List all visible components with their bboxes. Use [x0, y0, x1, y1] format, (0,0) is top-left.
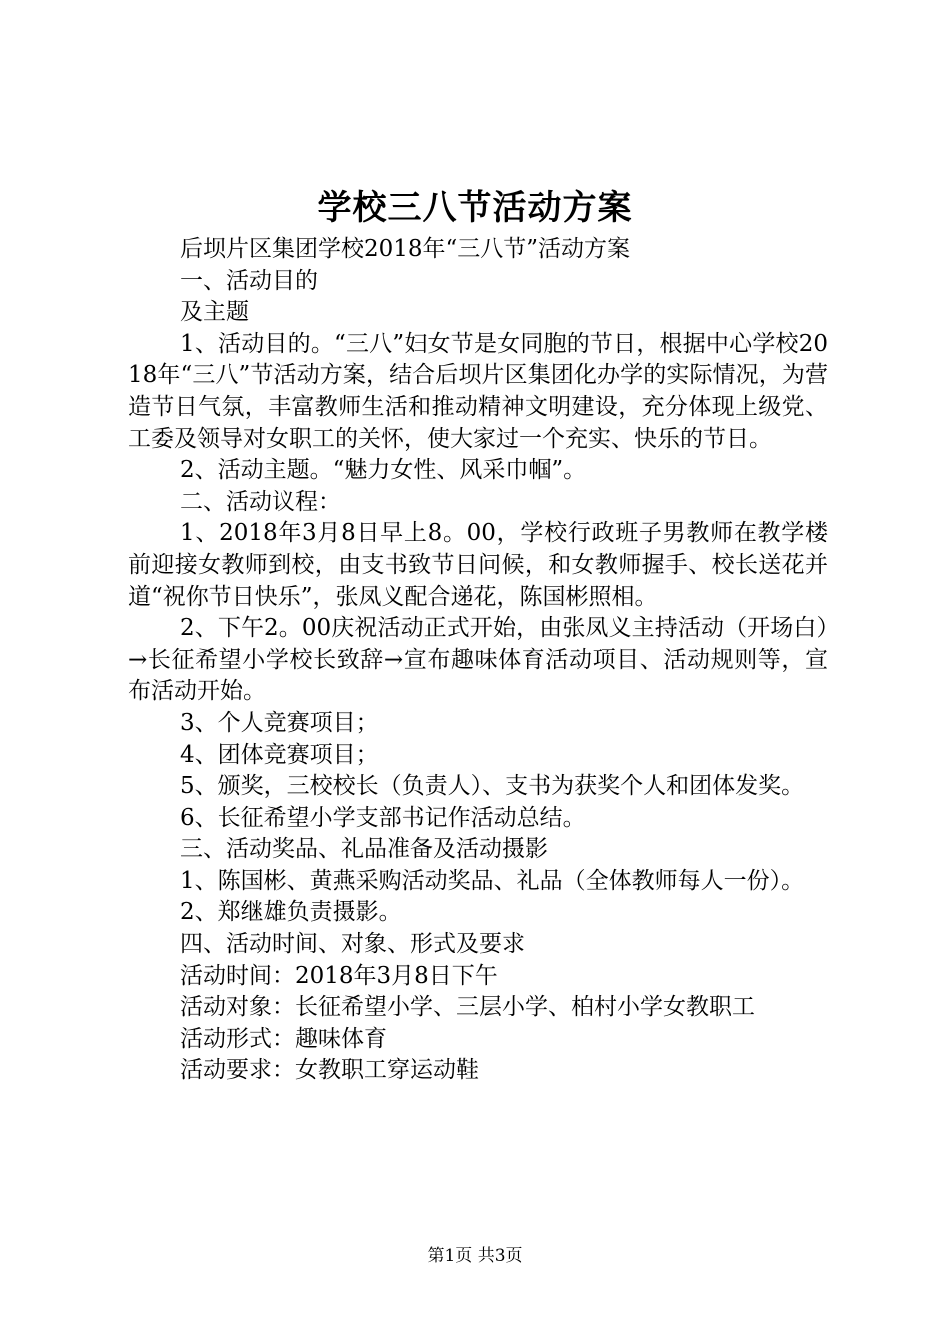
paragraph: 二、活动议程： — [180, 488, 341, 515]
paragraph: 4、团体竞赛项目； — [180, 741, 379, 768]
paragraph: 3、个人竞赛项目； — [180, 709, 379, 736]
paragraph: 活动要求：女教职工穿运动鞋 — [180, 1057, 479, 1084]
paragraph: 四、活动时间、对象、形式及要求 — [180, 931, 525, 958]
paragraph: 2、下午2。00庆祝活动正式开始，由张凤义主持活动（开场白）→长征希望小学校长致辞→宣布趣味体育活动项目、活动规则等，宣布活动开始。 — [128, 615, 828, 705]
paragraph: 5、颁奖，三校校长（负责人）、支书为获奖个人和团体发奖。 — [180, 773, 805, 800]
document-title: 学校三八节活动方案 — [317, 188, 633, 228]
paragraph: 活动时间：2018年3月8日下午 — [180, 962, 498, 989]
paragraph: 2、郑继雄负责摄影。 — [180, 899, 402, 926]
paragraph: 三、活动奖品、礼品准备及活动摄影 — [180, 836, 548, 863]
paragraph: 6、长征希望小学支部书记作活动总结。 — [180, 804, 586, 831]
paragraph: 一、活动目的 — [180, 267, 318, 294]
paragraph: 及主题 — [180, 299, 249, 326]
paragraph: 后坝片区集团学校2018年“三八节”活动方案 — [180, 236, 631, 262]
paragraph: 1、活动目的。“三八”妇女节是女同胞的节日，根据中心学校2018年“三八”节活动方案，结合后坝片区集团化办学的实际情况，为营造节日气氛，丰富教师生活和推动精神文明建设，充分体现上级党、工委及领导对女职工的关怀，使大家过一个充实、快乐的节日。 — [128, 330, 828, 452]
paragraph: 1、2018年3月8日早上8。00，学校行政班子男教师在教学楼前迎接女教师到校，由支书致节日问候，和女教师握手、校长送花并道“祝你节日快乐”，张凤义配合递花，陈国彬照相。 — [128, 520, 828, 610]
paragraph: 2、活动主题。“魅力女性、风采巾帼”。 — [180, 457, 587, 484]
page-number: 第1页 共3页 — [427, 1246, 523, 1266]
paragraph: 1、陈国彬、黄燕采购活动奖品、礼品（全体教师每人一份）。 — [180, 867, 805, 894]
document-body — [128, 234, 828, 1087]
paragraph: 活动形式：趣味体育 — [180, 1025, 387, 1052]
paragraph: 活动对象：长征希望小学、三层小学、柏村小学女教职工 — [180, 994, 755, 1021]
